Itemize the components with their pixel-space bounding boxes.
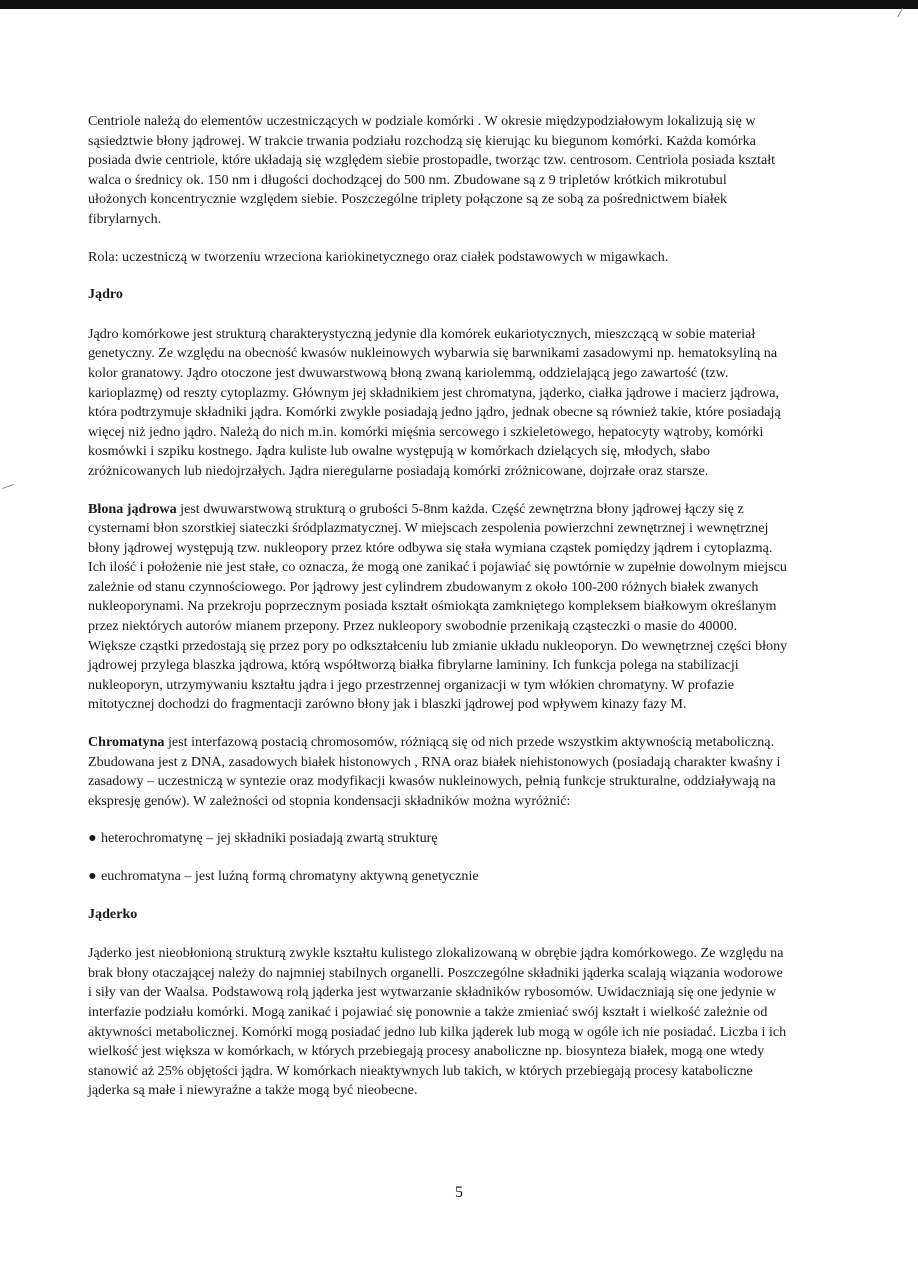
nucleolus-heading: Jąderko xyxy=(88,905,138,922)
bullet-icon: ● xyxy=(88,830,97,847)
centriole-paragraph: Centriole należą do elementów uczestniczących w podziale komórki . W okresie międzypodziałowym lokalizują się w sąsiedztwie błony jądrowej. W trakcie trwania podziału rozchodzą się kierując ku biegunom komórki. Każda komórka posiada dwie centriole, które układają się względem siebie prostopadle, tworząc tzw. centrosom. Centriola posiada kształt walca o średnicy ok. 150 nm i długości dochodzącej do 500 nm. Zbudowane są z 9 tripletów krótkich mikrotubul ułożonych koncentrycznie względem siebie. Poszczególne triplety połączone są ze sobą za pośrednictwem białek fibrylarnych. xyxy=(88,113,776,227)
page-number: 5 xyxy=(455,1184,463,1201)
nucleus-heading: Jądro xyxy=(88,286,123,303)
chromatin-text: jest interfazową postacią chromosomów, różniącą się od nich przede wszystkim aktywnością metaboliczną. Zbudowana jest z DNA, zasadowych białek histonowych , RNA oraz białek niehistonowych (posiadają charakter kwaśny i zasadowy – uczestniczą w syntezie oraz modyfikacji kwasów nukleinowych, pełnią funkcje strukturalne, oddziaływają na ekspresję genów). W zależności od stopnia kondensacji składników można wyróżnić: xyxy=(88,734,781,809)
nucleolus-paragraph: Jąderko jest nieobłonioną strukturą zwykle kształtu kulistego zlokalizowaną w obrębie jądra komórkowego. Ze względu na brak błony otaczającej należy do najmniej stabilnych organelli. Poszczególne składniki jąderka scalają wiązania wodorowe i siły van der Waalsa. Podstawową rolą jąderka jest wytwarzanie składników rybosomów. Uwidaczniają się one jedynie w interfazie podziału komórki. Mogą zanikać i pojawiać się ponownie a także zmieniać swój kształt i wielkość zależnie od aktywności metabolicznej. Komórki mogą posiadać jedno lub kilka jąderek lub mogą w ogóle ich nie posiadać. Liczba i ich wielkość jest większa w komórkach, w których przebiegają procesy anaboliczne np. biosynteza białek, mogą one wtedy stanowić aż 25% objętości jądra. W komórkach nieaktywnych lub takich, w których przebiegają procesy kataboliczne jąderka są małe i niewyraźne a także mogą być nieobecne. xyxy=(88,945,787,1099)
chromatin-paragraph xyxy=(88,733,788,811)
centriole-role: Rola: uczestniczą w tworzeniu wrzeciona kariokinetycznego oraz ciałek podstawowych w migawkach. xyxy=(88,248,669,265)
chromatin-term: Chromatyna xyxy=(88,734,165,751)
document-page xyxy=(88,112,788,1101)
scan-margin-mark xyxy=(2,484,14,489)
bullet-icon: ● xyxy=(88,868,97,884)
bullet-text: heterochromatynę – jej składniki posiadają zwartą strukturę xyxy=(101,830,438,847)
nuclear-envelope-text: jest dwuwarstwową strukturą o grubości 5-8nm każda. Część zewnętrzna błony jądrowej łączy się z cysternami błon szorstkiej siateczki śródplazmatycznej. W miejscach zespolenia powierzchni zewnętrznej i wewnętrznej błony jądrowej występują tzw. nukleopory przez które odbywa się stała wymiana cząstek pomiędzy jądrem i cytoplazmą. Ich ilość i położenie nie jest stałe, co oznacza, że mogą one zanikać i pojawiać się powtórnie w zupełnie dowolnym miejscu zależnie od stanu czynnościowego. Por jądrowy jest cylindrem zbudowanym z około 100-200 różnych białek zwanych nukleoporynami. Na przekroju poprzecznym posiada kształt ośmiokąta zamkniętego kompleksem białkowym określanym przez niektórych autorów mianem przepony. Przez nukleopory swobodnie przenikają cząsteczki o masie do 40000. Większe cząstki przedostają się przez pory po odkształceniu lub zmianie układu nukleoporyn. Do wewnętrznej części błony jądrowej przylega blaszka jądrowa, którą współtworzą białka fibrylarne lamininy. Ich funkcja polega na stabilizacji nukleoporyn, utrzymywaniu kształtu jądra i jego przestrzennej organizacji w tym włókien chromatyny. W profazie mitotycznej dochodzi do fragmentacji zarówno błony jak i blaszki jądrowej pod wpływem kinazy fazy M. xyxy=(88,500,788,713)
bullet-text: euchromatyna – jest luźną formą chromatyny aktywną genetycznie xyxy=(101,868,479,884)
scan-corner-mark xyxy=(897,8,912,22)
nuclear-envelope-term: Błona jądrowa xyxy=(88,500,177,517)
scan-top-edge xyxy=(0,0,918,9)
nucleus-paragraph: Jądro komórkowe jest strukturą charakterystyczną jedynie dla komórek eukariotycznych, mieszczącą w sobie materiał genetyczny. Ze względu na obecność kwasów nukleinowych wybarwia się barwnikami zasadowymi np. hematoksyliną na kolor granatowy. Jądro otoczone jest dwuwarstwową błoną zwaną kariolemmą, oddzielającą jego zawartość (tzw. karioplazmę) od reszty cytoplazmy. Głównym jej składnikiem jest chromatyna, jąderko, ciałka jądrowe i macierz jądrowa, która podtrzymuje składniki jądra. Komórki zwykle posiadają jedno jądro, jednak obecne są również takie, które posiadają więcej niż jedno jądro. Należą do nich m.in. komórki mięśnia sercowego i szkieletowego, hepatocyty wątroby, komórki kosmówki i szpiku kostnego. Jądra kuliste lub owalne występują w komórkach dzielących się, młodych, słabo zróżnicowanych lub niedojrzałych. Jądra nieregularne posiadają komórki zróżnicowane, dojrzałe oraz starsze. xyxy=(88,325,781,479)
list-item xyxy=(88,829,788,849)
nuclear-envelope-paragraph xyxy=(88,500,788,716)
list-item xyxy=(88,867,788,887)
